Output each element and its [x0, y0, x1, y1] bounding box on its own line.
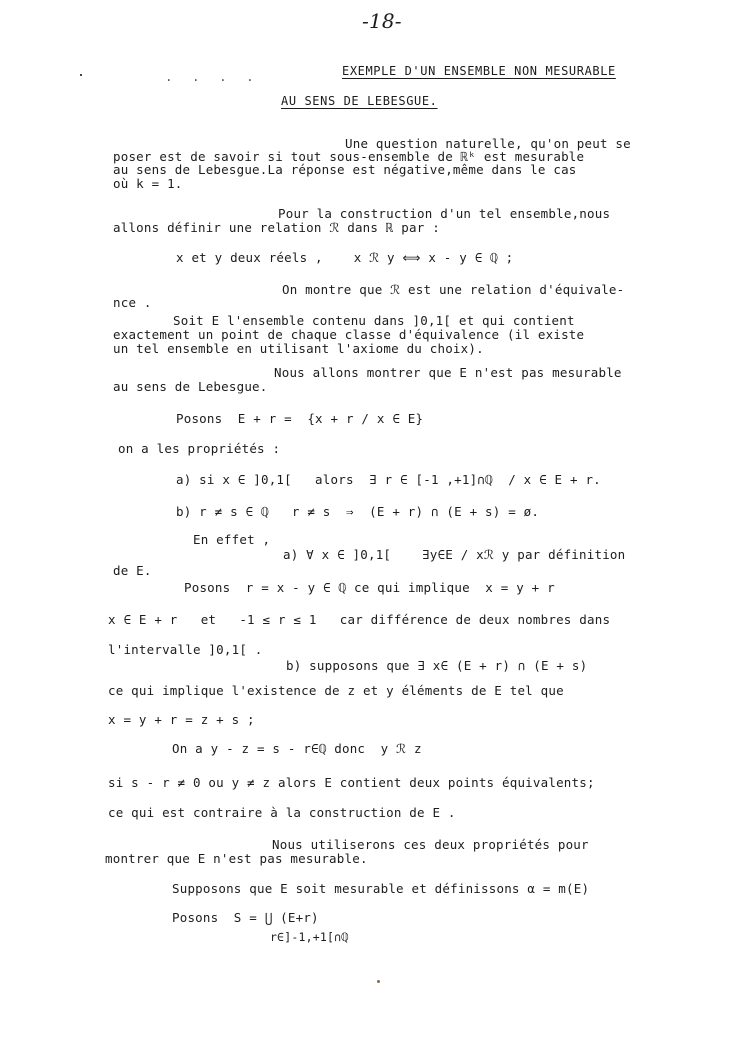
paragraph-line: au sens de Lebesgue. — [113, 379, 268, 394]
page-number: -18- — [362, 9, 402, 33]
property-b: b) r ≠ s ∈ ℚ r ≠ s ⇒ (E + r) ∩ (E + s) = ø. — [176, 504, 540, 519]
paragraph-line: poser est de savoir si tout sous-ensemble de ℝᵏ est mesurable — [113, 149, 585, 164]
proof-a: a) ∀ x ∈ ]0,1[ ∃y∈E / xℛ y par définition — [283, 547, 626, 562]
paragraph-line: Nous allons montrer que E n'est pas mesurable — [274, 365, 622, 380]
paragraph-line: on a les propriétés : — [118, 441, 281, 456]
relation-definition: x et y deux réels , x ℛ y ⟺ x - y ∈ ℚ ; — [176, 250, 514, 265]
paragraph-line: Une question naturelle, qu'on peut se — [345, 136, 631, 151]
title-line-1: EXEMPLE D'UN ENSEMBLE NON MESURABLE — [342, 64, 616, 78]
paragraph-line: En effet , — [193, 532, 271, 547]
union-index: r∈]-1,+1[∩ℚ — [270, 930, 349, 944]
proof-b: b) supposons que ∃ x∈ (E + r) ∩ (E + s) — [286, 658, 588, 673]
paragraph-line: montrer que E n'est pas mesurable. — [105, 851, 368, 866]
margin-dots: . . . . — [165, 69, 260, 84]
title-line-2: AU SENS DE LEBESGUE. — [281, 94, 438, 108]
definition-s: Posons S = ⋃ (E+r) — [172, 910, 319, 925]
paragraph-line: allons définir une relation ℛ dans ℝ par : — [113, 220, 440, 235]
paragraph-line: x = y + r = z + s ; — [108, 712, 255, 727]
paragraph-line: Pour la construction d'un tel ensemble,nous — [278, 206, 611, 221]
paragraph-line: Supposons que E soit mesurable et définissons α = m(E) — [172, 881, 590, 896]
paragraph-line: exactement un point de chaque classe d'équivalence (il existe — [113, 327, 585, 342]
paragraph-line: nce . — [113, 295, 152, 310]
paragraph-line: On a y - z = s - r∈ℚ donc y ℛ z — [172, 741, 422, 756]
paragraph-line: un tel ensemble en utilisant l'axiome du choix). — [113, 341, 484, 356]
paragraph-line: ce qui implique l'existence de z et y éléments de E tel que — [108, 683, 564, 698]
paragraph-line: ce qui est contraire à la construction de E . — [108, 805, 456, 820]
paragraph-line: Nous utiliserons ces deux propriétés pour — [272, 837, 589, 852]
paragraph-line: où k = 1. — [113, 176, 183, 191]
margin-mark — [80, 74, 82, 76]
paragraph-line: Posons r = x - y ∈ ℚ ce qui implique x = y + r — [184, 580, 555, 595]
definition-e-plus-r: Posons E + r = {x + r / x ∈ E} — [176, 411, 424, 426]
property-a: a) si x ∈ ]0,1[ alors ∃ r ∈ [-1 ,+1]∩ℚ / x ∈ E + r. — [176, 472, 601, 487]
paragraph-line: l'intervalle ]0,1[ . — [108, 642, 263, 657]
paragraph-line: On montre que ℛ est une relation d'équivale- — [282, 282, 625, 297]
paragraph-line: si s - r ≠ 0 ou y ≠ z alors E contient deux points équivalents; — [108, 775, 595, 790]
paper-speck — [377, 980, 380, 983]
paragraph-line: Soit E l'ensemble contenu dans ]0,1[ et qui contient — [173, 313, 575, 328]
paragraph-line: de E. — [113, 563, 152, 578]
paragraph-line: x ∈ E + r et -1 ≤ r ≤ 1 car différence de deux nombres dans — [108, 612, 611, 627]
paragraph-line: au sens de Lebesgue.La réponse est négative,même dans le cas — [113, 162, 577, 177]
